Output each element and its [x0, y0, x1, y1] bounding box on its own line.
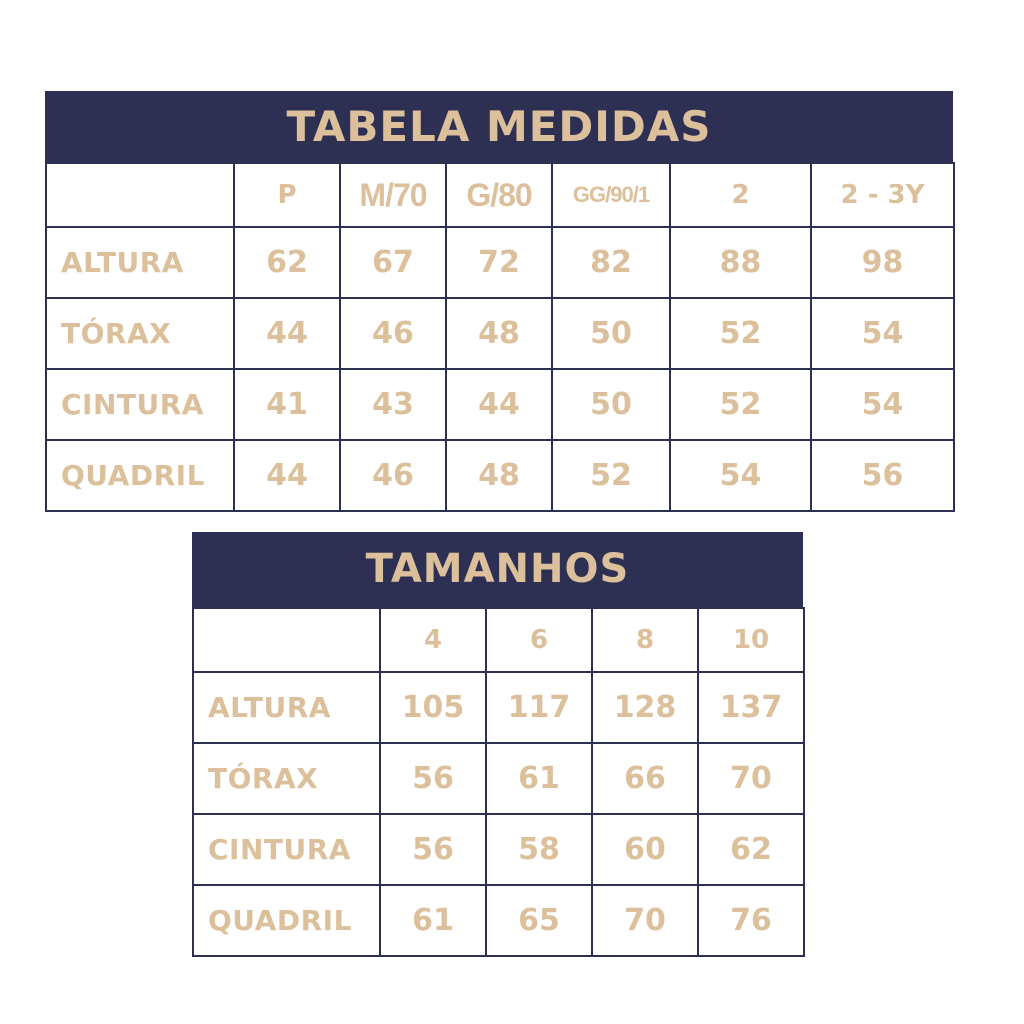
table-cell: 44 — [234, 298, 340, 369]
table-cell: 44 — [446, 369, 552, 440]
table-cell: 62 — [698, 814, 804, 885]
table-cell: 48 — [446, 440, 552, 511]
table-cell: 48 — [446, 298, 552, 369]
sizes-table — [192, 532, 803, 957]
table-cell: 56 — [380, 743, 486, 814]
corner-cell — [193, 608, 380, 672]
table-title: TAMANHOS — [192, 532, 803, 607]
table-cell: 82 — [552, 227, 670, 298]
row-label-cintura: CINTURA — [46, 369, 234, 440]
table-cell: 44 — [234, 440, 340, 511]
table-cell: 46 — [340, 440, 446, 511]
table-cell: 88 — [670, 227, 811, 298]
measurements-table — [45, 91, 953, 512]
row-label-altura: ALTURA — [193, 672, 380, 743]
table-cell: 60 — [592, 814, 698, 885]
table-cell: 61 — [486, 743, 592, 814]
size-header-p: P — [234, 163, 340, 227]
row-label-quadril: QUADRIL — [193, 885, 380, 956]
row-label-quadril: QUADRIL — [46, 440, 234, 511]
table-row-quadril — [46, 440, 954, 511]
table-row-altura — [46, 227, 954, 298]
size-header-row — [46, 163, 954, 227]
table-cell: 52 — [552, 440, 670, 511]
table-cell: 128 — [592, 672, 698, 743]
table-cell: 54 — [811, 369, 954, 440]
table-cell: 50 — [552, 298, 670, 369]
table-cell: 54 — [670, 440, 811, 511]
size-header-8: 8 — [592, 608, 698, 672]
size-header-gg901: GG/90/1 — [552, 163, 670, 227]
table-cell: 117 — [486, 672, 592, 743]
table-cell: 52 — [670, 298, 811, 369]
table-cell: 72 — [446, 227, 552, 298]
table-cell: 98 — [811, 227, 954, 298]
table-cell: 66 — [592, 743, 698, 814]
table-row-quadril — [193, 885, 804, 956]
row-label-cintura: CINTURA — [193, 814, 380, 885]
table-cell: 70 — [592, 885, 698, 956]
table-cell: 46 — [340, 298, 446, 369]
table-cell: 70 — [698, 743, 804, 814]
table-cell: 105 — [380, 672, 486, 743]
table-cell: 61 — [380, 885, 486, 956]
table-cell: 50 — [552, 369, 670, 440]
corner-cell — [46, 163, 234, 227]
row-label-altura: ALTURA — [46, 227, 234, 298]
size-header-row — [193, 608, 804, 672]
size-header-2-3y: 2 - 3Y — [811, 163, 954, 227]
table-cell: 137 — [698, 672, 804, 743]
size-header-10: 10 — [698, 608, 804, 672]
table-cell: 67 — [340, 227, 446, 298]
table-row-torax — [193, 743, 804, 814]
table-cell: 43 — [340, 369, 446, 440]
row-label-torax: TÓRAX — [193, 743, 380, 814]
table-title: TABELA MEDIDAS — [45, 91, 953, 162]
size-header-4: 4 — [380, 608, 486, 672]
row-label-torax: TÓRAX — [46, 298, 234, 369]
size-header-2: 2 — [670, 163, 811, 227]
table-row-cintura — [46, 369, 954, 440]
table-cell: 62 — [234, 227, 340, 298]
table-row-cintura — [193, 814, 804, 885]
table-cell: 54 — [811, 298, 954, 369]
table-cell: 65 — [486, 885, 592, 956]
table-cell: 52 — [670, 369, 811, 440]
table-cell: 76 — [698, 885, 804, 956]
size-header-g80: G/80 — [446, 163, 552, 227]
size-header-6: 6 — [486, 608, 592, 672]
sizes-grid — [192, 607, 805, 957]
table-cell: 56 — [380, 814, 486, 885]
table-row-altura — [193, 672, 804, 743]
size-header-m70: M/70 — [340, 163, 446, 227]
measurements-grid — [45, 162, 955, 512]
table-cell: 56 — [811, 440, 954, 511]
table-cell: 41 — [234, 369, 340, 440]
table-row-torax — [46, 298, 954, 369]
table-cell: 58 — [486, 814, 592, 885]
